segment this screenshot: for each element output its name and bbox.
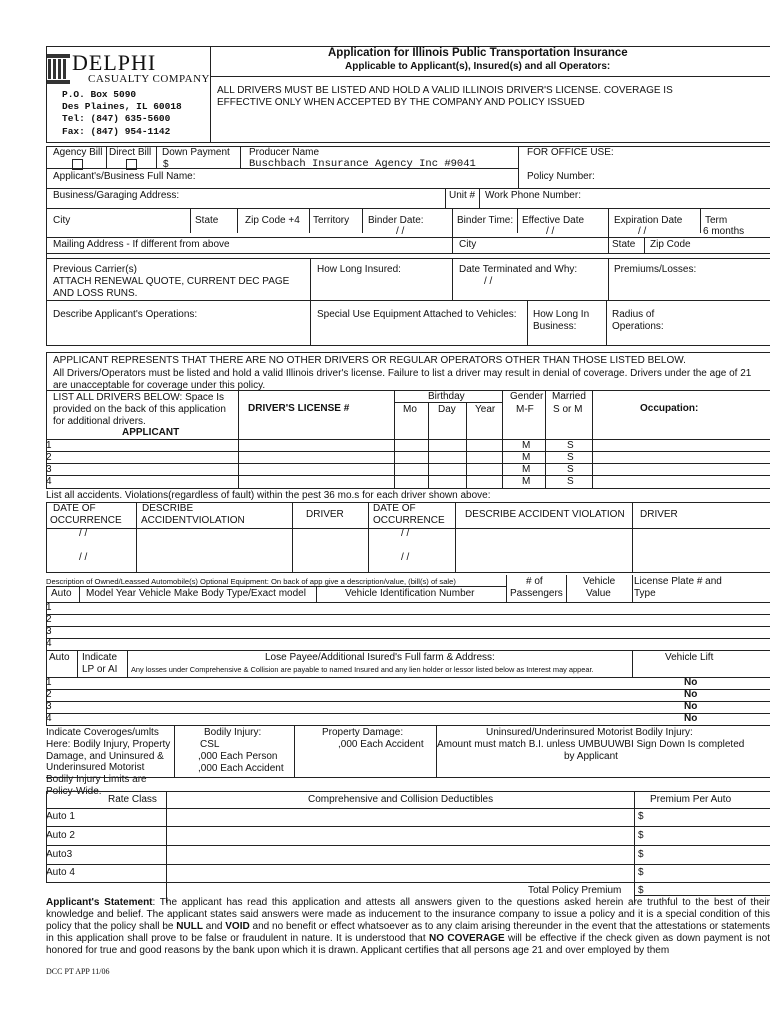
statement-p3: will be effective if the check given as down payment is not honored for true and good reasons by the bank upon which it is drawn. Applicant certifies that all persons age 21 and over employed by them (46, 932, 770, 956)
applicant-header: APPLICANT (122, 427, 180, 438)
statement-label: Applicant's Statement (46, 897, 153, 908)
previous-carriers-label: Previous Carrier(s) (53, 264, 137, 275)
expiration-date-label: Expiration Date (614, 215, 683, 226)
day-header: Day (438, 404, 456, 415)
effective-date-slashes: / / (546, 226, 555, 237)
vehicle-row-number: 2 (46, 614, 52, 625)
bodily-injury-label: Bodily Injury: (204, 727, 262, 738)
statement-null: NULL (176, 920, 203, 932)
unit-label: Unit # (449, 190, 476, 201)
how-long-in-label: How Long In (533, 309, 590, 320)
lien-row-number: 2 (46, 689, 52, 700)
effective-date-label: Effective Date (522, 215, 585, 226)
business-label: Business: (533, 321, 577, 332)
how-long-insured-label: How Long Insured: (317, 264, 401, 275)
binder-time-label: Binder Time: (457, 215, 514, 226)
direct-bill-label: Direct Bill (109, 147, 152, 158)
mo-header: Mo (403, 404, 417, 415)
fax-line: Fax: (847) 954-1142 (62, 125, 171, 137)
gender-m: M (522, 464, 531, 475)
license-plate-header: License Plate # and (634, 576, 722, 587)
acc-occurrence-2: OCCURRENCE (373, 515, 445, 526)
csl-label: CSL (200, 739, 220, 750)
statement-void: VOID (225, 920, 250, 932)
sorm-header: S or M (553, 404, 583, 415)
acc-slashes: / / (401, 528, 410, 539)
acc-driver-2: DRIVER (640, 509, 678, 520)
lien-row-number: 3 (46, 701, 52, 712)
property-damage-label: Property Damage: (322, 727, 404, 738)
gender-header: Gender (510, 391, 544, 402)
lose-payee-header: Lose Payee/Additional Isured's Full farm & Address: (265, 652, 495, 663)
rate-class-header: Rate Class (108, 794, 157, 805)
company-logo (46, 52, 216, 88)
lien-auto-header: Auto (49, 652, 70, 663)
acc-date-of-1: DATE OF (53, 503, 96, 514)
rate-auto-label: Auto 1 (46, 811, 75, 822)
passengers-num-header: # of (526, 576, 543, 587)
applicant-name-label: Applicant's/Business Full Name: (53, 171, 196, 182)
married-s: S (567, 452, 574, 463)
zip-label: Zip Code +4 (245, 215, 300, 226)
rate-auto-label: Auto3 (46, 849, 73, 860)
down-payment-dollar: $ (163, 159, 169, 170)
premiums-losses-label: Premiums/Losses: (614, 264, 697, 275)
gender-m: M (522, 476, 531, 487)
each-person-label: ,000 Each Person (198, 751, 278, 762)
binder-date-slashes: / / (396, 226, 405, 237)
gender-m: M (522, 452, 531, 463)
premium-dollar[interactable]: $ (638, 830, 644, 841)
each-accident-label: ,000 Each Accident (198, 763, 284, 774)
mailing-zip-label: Zip Code (650, 239, 691, 250)
married-s: S (567, 476, 574, 487)
list-all-drivers-text: LIST ALL DRIVERS BELOW: Space Is provided on the back of this application for additional drivers. (53, 392, 226, 427)
statement-p1: : The applicant has read this application and attests all answers given to the questions asked herein are truthful to the best of their knowledge and belief. The applicant states said answers were made as inducement to the insurance company to issue a policy and it is a special condition of this policy that the policy shall be (46, 897, 770, 932)
down-payment-label: Down Payment (162, 147, 230, 158)
uninsured-label: Uninsured/Underinsured Motorist Bodily Injury: (486, 727, 693, 738)
vehicle-lift-value[interactable]: No (684, 713, 698, 724)
mf-header: M-F (516, 404, 534, 415)
row-number: 4 (46, 476, 52, 487)
describe-operations-label: Describe Applicant's Operations: (53, 309, 198, 320)
office-use-label: FOR OFFICE USE: (527, 147, 614, 158)
acc-describe: DESCRIBE (142, 503, 194, 514)
territory-label: Territory (313, 215, 350, 226)
term-label: Term (705, 215, 728, 226)
year-header: Year (475, 404, 496, 415)
applicant-statement (46, 897, 770, 956)
address-line: Des Plaines, IL 60018 (62, 101, 182, 113)
date-terminated-label: Date Terminated and Why: (459, 264, 578, 275)
gender-m: M (522, 440, 531, 451)
agency-bill-label: Agency Bill (53, 147, 103, 158)
work-phone-label: Work Phone Number: (485, 190, 581, 201)
married-header: Married (552, 391, 586, 402)
form-title: Application for Illinois Public Transportation Insurance (328, 47, 628, 59)
by-applicant-label: by Applicant (564, 751, 618, 762)
mailing-address-label: Mailing Address - If different from above (53, 239, 230, 250)
acc-slashes: / / (401, 552, 410, 563)
model-header: Model Year Vehicle Make Body Type/Exact model (86, 588, 306, 599)
state-label: State (195, 215, 219, 226)
vehicle-row-number: 1 (46, 602, 52, 613)
vehicle-value-header: Vehicle (583, 576, 616, 587)
row-number: 3 (46, 464, 52, 475)
form-code: DCC PT APP 11/06 (46, 967, 110, 976)
acc-occurrence-1: OCCURRENCE (50, 515, 122, 526)
vehicle-row-number: 3 (46, 626, 52, 637)
acc-driver-1: DRIVER (306, 509, 344, 520)
any-losses-text: Any losses under Comprehensive & Collision are payable to named Insured and any lien holder or lessor listed below as Interest may appear. (131, 665, 594, 674)
premium-dollar[interactable]: $ (638, 867, 644, 878)
operations-label: Operations: (612, 321, 664, 332)
company-address (62, 89, 182, 138)
policy-number-label: Policy Number: (527, 171, 595, 182)
amount-match-label: Amount must match B.I. unless UMBUUWBI Sign Down Is completed (437, 739, 745, 750)
vehicle-lift-value[interactable]: No (684, 701, 698, 712)
married-s: S (567, 440, 574, 451)
auto-header: Auto (51, 588, 72, 599)
acc-date-of-2: DATE OF (373, 503, 416, 514)
vehicle-row-number: 4 (46, 638, 52, 649)
passengers-header: Passengers (510, 588, 563, 599)
lien-row-number: 4 (46, 713, 52, 724)
premium-dollar[interactable]: $ (638, 811, 644, 822)
vehicle-lift-value[interactable]: No (684, 677, 698, 688)
statement-and: and (202, 920, 226, 932)
address-line: P.O. Box 5090 (62, 89, 137, 100)
accidents-intro: List all accidents. Violations(regardless of fault) within the pest 36 mo.s for each driver shown above: (46, 490, 491, 501)
indicate-header: Indicate (82, 652, 118, 663)
acc-slashes: / / (79, 528, 88, 539)
statement-p2: and no benefit or effect whatsoever as to any claim arising thereunder in the event that the attestations or statements in this application shall prove to be false or fraudulent in nature. It is understood that (46, 920, 770, 944)
rate-auto-label: Auto 2 (46, 830, 75, 841)
term-value: 6 months (703, 226, 745, 237)
premium-dollar[interactable]: $ (638, 849, 644, 860)
drivers-must-list-text: All Drivers/Operators must be listed and hold a valid Illinois driver's license. Failure to list a driver may result in denial of coverage. Drivers under the age of 21 are unacceptable for coverage under this policy. (53, 368, 752, 391)
total-premium-label: Total Policy Premium (528, 885, 622, 896)
statement-no-coverage: NO COVERAGE (429, 932, 505, 944)
loss-runs-label: AND LOSS RUNS. (53, 288, 138, 299)
company-subname: CASUALTY COMPANY (88, 73, 211, 85)
occupation-header: Occupation: (640, 403, 699, 414)
city-label: City (53, 215, 71, 226)
attach-renewal-label: ATTACH RENEWAL QUOTE, CURRENT DEC PAGE (53, 276, 290, 287)
vehicle-lift-value[interactable]: No (684, 689, 698, 700)
form-subtitle: Applicable to Applicant(s), Insured(s) and all Operators: (345, 61, 611, 72)
radius-of-label: Radius of (612, 309, 655, 320)
deductibles-header: Comprehensive and Collision Deductibles (308, 794, 494, 805)
rate-auto-label: Auto 4 (46, 867, 75, 878)
producer-name-label: Producer Name (249, 147, 320, 158)
pd-each-accident-label: ,000 Each Accident (338, 739, 424, 750)
mailing-city-label: City (459, 239, 477, 250)
lp-ai-header: LP or AI (82, 664, 118, 675)
vehicles-description: Description of Owned/Leassed Automobile(s) Optional Equipment: On back of app give a description/value, (bill(s) of sale) (46, 577, 456, 586)
premium-per-auto-header: Premium Per Auto (650, 794, 732, 805)
license-header: DRIVER'S LICENSE # (248, 403, 350, 414)
header-notice: ALL DRIVERS MUST BE LISTED AND HOLD A VALID ILLINOIS DRIVER'S LICENSE. COVERAGE IS EFFECTIVE ONLY WHEN ACCEPTED BY THE COMPANY AND POLICY ISSUED (217, 85, 673, 108)
drivers-represent-text: APPLICANT REPRESENTS THAT THERE ARE NO OTHER DRIVERS OR REGULAR OPERATORS OTHER THAN THOSE LISTED BELOW. (53, 355, 686, 366)
value-header: Value (586, 588, 611, 599)
vehicle-lift-header: Vehicle Lift (665, 652, 714, 663)
acc-describe-full: DESCRIBE ACCIDENT VIOLATION (465, 509, 625, 520)
mailing-state-label: State (612, 239, 636, 250)
acc-accident-violation: ACCIDENTVIOLATION (141, 515, 245, 526)
vin-header: Vehicle Identification Number (345, 588, 475, 599)
special-use-label: Special Use Equipment Attached to Vehicles: (317, 309, 517, 320)
acc-slashes: / / (79, 552, 88, 563)
company-name: DELPHI (72, 50, 157, 75)
business-address-label: Business/Garaging Address: (53, 190, 180, 201)
lien-row-number: 1 (46, 677, 52, 688)
row-number: 1 (46, 440, 52, 451)
total-premium-dollar[interactable]: $ (638, 885, 644, 896)
type-header: Type (634, 588, 656, 599)
date-terminated-slashes: / / (484, 276, 493, 287)
pillar-icon (46, 52, 70, 86)
indicate-coverages-text: Indicate Coveroges/umlts Here: Bodily Injury, Property Damage, and Uninsured & Underinsured Motorist Bodily Injury Limits are Policy-Wide. (46, 727, 171, 797)
phone-line: Tel: (847) 635-5600 (62, 113, 171, 125)
binder-date-label: Binder Date: (368, 215, 424, 226)
married-s: S (567, 464, 574, 475)
row-number: 2 (46, 452, 52, 463)
producer-name-value[interactable]: Buschbach Insurance Agency Inc #9041 (249, 158, 476, 170)
driver-row[interactable] (46, 476, 770, 488)
expiration-date-slashes: / / (638, 226, 647, 237)
birthday-header: Birthday (428, 391, 465, 402)
